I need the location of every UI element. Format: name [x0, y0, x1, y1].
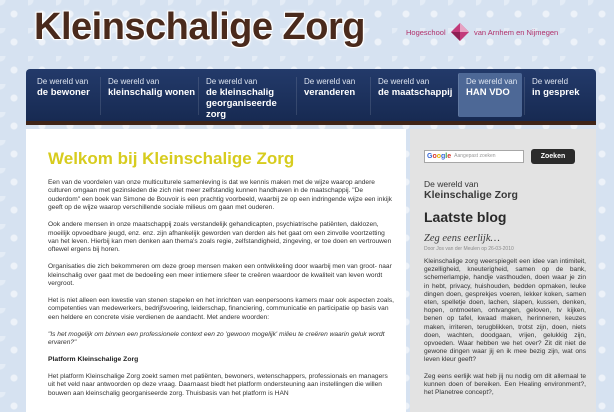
nav-item-small-label: De wereld van: [466, 77, 518, 86]
nav-item-de-maatschappij[interactable]: [370, 77, 456, 115]
blog-post-paragraph: Zeg eens eerlijk wat heb jij nu nodig om dit allemaal te kunnen doen of bereiken. Een Healing environment?, het Planetree concept?,: [424, 372, 586, 397]
site-title[interactable]: Kleinschalige Zorg: [34, 6, 365, 48]
nav-item-label: veranderen: [304, 87, 356, 98]
nav-item-label: kleinschalig wonen: [108, 87, 196, 98]
blog-post-meta: Door Jos van der Meulen op 26-03-2010: [424, 246, 514, 252]
blog-section-title: Laatste blog: [424, 209, 507, 225]
search-placeholder: Aangepast zoeken: [454, 153, 496, 159]
han-logo[interactable]: [406, 22, 596, 44]
nav-item-small-label: De wereld van: [108, 77, 160, 86]
nav-item-label: de maatschappij: [378, 87, 453, 98]
search-input[interactable]: [424, 150, 524, 163]
content-paragraph: Het platform Kleinschalige Zorg zoekt samen met patiënten, bewoners, wetenschappers, professionals en managers uit het veld naar antwoorden op deze vraag. Daarnaast biedt het platform ondersteuning aan instellingen die willen bouwen aan kleinschalig georganiseerde zorg. Thuisbasis van het platform is HAN: [48, 372, 388, 397]
content-quote: "Is het mogelijk om binnen een professionele context een zo 'gewoon mogelijk' milieu te creëren waarin geluk wordt ervaren?": [48, 330, 385, 347]
nav-item-georganiseerde-zorg[interactable]: [198, 77, 294, 120]
content-paragraph: Ook andere mensen in onze maatschappij zoals verstandelijk gehandicapten, psychiatrische patiënten, daklozen, moeilijk opvoedbare jeugd, enz. enz. zijn afhankelijk geworden van derden als het gaat om een zinvolle voortzetting van het leven. Hierbij kan men denken aan thema's zoals regie, zelfstandigheid, zingeving, er toe doen en vertrouwen oftewel ergens bij horen.: [48, 221, 392, 254]
nav-item-label: de bewoner: [37, 87, 90, 98]
nav-item-small-label: De wereld van: [304, 77, 356, 86]
sidebar-world-title[interactable]: Kleinschalige Zorg: [424, 189, 518, 201]
nav-item-small-label: De wereld van: [378, 77, 430, 86]
han-logo-text-left: Hogeschool: [406, 28, 446, 37]
blog-post-paragraph: Kleinschalige zorg weerspiegelt een idee van intimiteit, gezelligheid, kneuterigheid, samen op de bank, schemerlampje, handje vasthouden, doen waar je zin in hebt, privacy, huishouden, bedden opmaken, leuke dingen doen, gesprekjes voeren, lekker koken, samen eten, spelletje doen, lachen, slapen, kussen, denken, hopen, ontmoeten, ontvangen, geloven, tv kijken, benen op tafel, kwaad maken, herinneren, keuzes maken, irriteren, terugblikken, trotst zijn, doen, niets doen, wachten, doodgaan, vrijen, gelukkig zijn, opvoeden. Waar hebben we het over? Zit dit niet de gewone dingen waar jij en ik mee bezig zijn, wat ons leven kleur geeft?: [424, 258, 586, 364]
page: [26, 0, 596, 412]
sidebar-world-label: De wereld van: [424, 179, 479, 189]
han-logo-text-right: van Arnhem en Nijmegen: [474, 28, 559, 37]
blog-post-title[interactable]: Zeg eens eerlijk…: [424, 233, 500, 244]
nav-item-label: in gesprek: [532, 87, 580, 98]
google-logo-icon: Google: [427, 153, 452, 160]
content-paragraph: Het is niet alleen een kwestie van stenen stapelen en het inrichten van eenpersoons kamers maar ook aspecten zoals, competenties van medewerkers, bedrijfsvoering, leiderschap, financiering, communicatie en participatie op basis van een heldere en concrete visie verdienen de aandacht. Met andere woorden:: [48, 296, 395, 321]
main-content: [26, 129, 406, 412]
sidebar: [410, 129, 596, 412]
content-subheading: Platform Kleinschalige Zorg: [48, 356, 139, 363]
nav-item-label: de kleinschalig: [206, 87, 275, 98]
nav-item-de-bewoner[interactable]: [30, 77, 98, 115]
nav-item-label: HAN VDO: [466, 87, 510, 98]
main-nav: [26, 69, 596, 125]
nav-item-kleinschalig-wonen[interactable]: [100, 77, 196, 115]
content-paragraph: Een van de voordelen van onze multiculturele samenleving is dat we kennis maken met de wijze waarop andere culturen omgaan met gezinsleden die zich niet meer zelfstandig kunnen handhaven in de maatschappij. "De ouderdom" een boek van Simone de Bouvoir is een prachtig voorbeeld, waarbij ze op een indringende wijze een inkijk geeft op de wijze waarop verschillende sociale milieus om gaan met ouderen.: [48, 179, 392, 212]
nav-item-small-label: De wereld: [532, 77, 569, 86]
content-paragraph: Organisaties die zich bekommeren om deze groep mensen maken een ontwikkeling door waarbij men van groot- naar kleinschalig over gaat met de bedoeling een meer intiemere sfeer te creëren waardoor de kwaliteit van leven wordt vergroot.: [48, 263, 392, 288]
search-button[interactable]: Zoeken: [531, 149, 575, 164]
nav-item-label-line2: georganiseerde zorg: [206, 98, 277, 120]
nav-item-veranderen[interactable]: [296, 77, 368, 115]
nav-item-han-vdo[interactable]: [458, 73, 522, 117]
nav-item-in-gesprek[interactable]: [524, 77, 592, 115]
page-heading: Welkom bij Kleinschalige Zorg: [48, 149, 295, 168]
search-form: [424, 149, 586, 167]
nav-item-small-label: De wereld van: [37, 77, 89, 86]
nav-item-small-label: De wereld van: [206, 77, 258, 86]
han-logo-icon: [451, 23, 469, 41]
